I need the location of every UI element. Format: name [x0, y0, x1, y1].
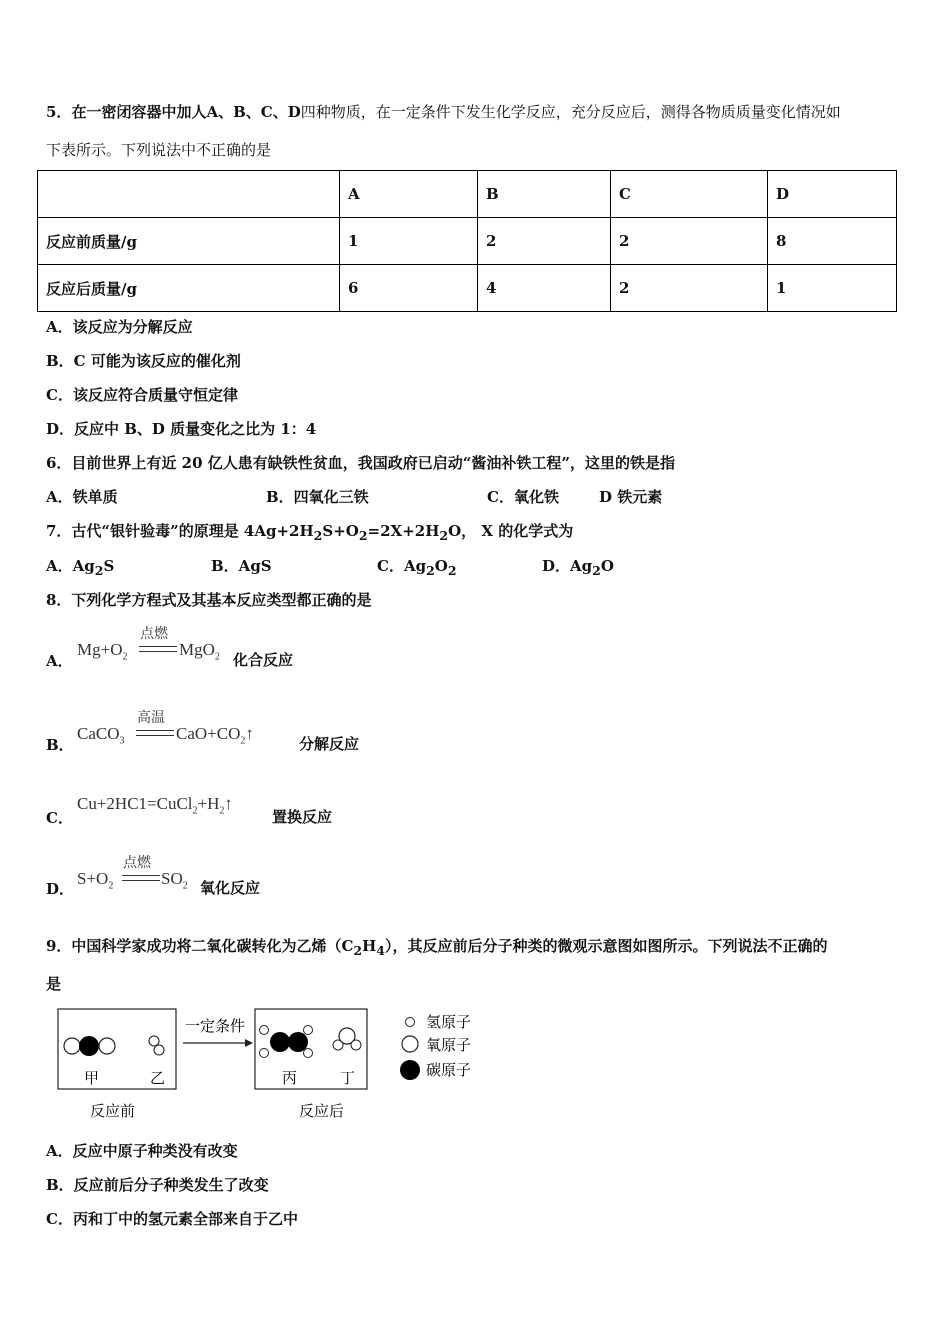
label-ding: 丁	[340, 1069, 356, 1087]
legend-oxygen: 氧原子	[426, 1036, 472, 1054]
hydrogen-atom	[351, 1040, 361, 1050]
q5-option-d: D．反应中 B、D 质量变化之比为 1：4	[46, 420, 317, 438]
q9-option-c: C．丙和丁中的氢元素全部来自于乙中	[46, 1210, 298, 1228]
q6-option-d: D 铁元素	[599, 488, 663, 506]
q8-option-d-letter: D．	[46, 880, 75, 898]
table-cell: B	[478, 171, 611, 218]
q5-stem-line1: 5．在一密闭容器中加人A、B、C、D四种物质，在一定条件下发生化学反应，充分反应后，测得各物质质量变化情况如	[46, 103, 841, 121]
q6-option-c: C．氧化铁	[487, 488, 559, 506]
q8-option-a-condition: 点燃	[140, 626, 168, 642]
legend-carbon: 碳原子	[426, 1061, 472, 1079]
table-cell: 2	[478, 218, 611, 265]
table-cell: 2	[611, 218, 768, 265]
carbon-atom	[270, 1032, 290, 1052]
q7-stem: 7．古代“银针验毒”的原理是 $4Ag+2H_2S+O_2=2X+2H_2O$， X 的化学式为	[46, 522, 574, 543]
q7-option-b: B．AgS	[211, 557, 272, 575]
table-cell: 反应前质量/g	[38, 218, 340, 265]
q5-option-c: C．该反应符合质量守恒定律	[46, 386, 238, 404]
q8-option-d-condition: 点燃	[123, 855, 151, 871]
label-jia: 甲	[84, 1069, 100, 1087]
q6-stem: 6．目前世界上有近 20 亿人患有缺铁性贫血，我国政府已启动“酱油补铁工程”，这里的铁是指	[46, 454, 676, 472]
q8-option-a-type: 化合反应	[233, 651, 294, 669]
table-cell: 4	[478, 265, 611, 312]
q8-option-b-left: CaCO$_3$	[77, 724, 125, 747]
table-cell: 8	[768, 218, 897, 265]
table-cell: 反应后质量/g	[38, 265, 340, 312]
q7-option-c: C．$Ag_2O_2$	[377, 557, 457, 578]
oxygen-atom	[99, 1038, 115, 1054]
q6-option-a: A．铁单质	[46, 488, 118, 506]
q6-option-b: B．四氧化三铁	[266, 488, 369, 506]
table-cell: A	[340, 171, 478, 218]
caption-before: 反应前	[90, 1102, 136, 1120]
hydrogen-atom	[304, 1026, 313, 1035]
reaction-diagram	[50, 1003, 490, 1125]
q8-option-d-right: $SO_2$	[161, 869, 188, 892]
q8-option-c-equation: $Cu+2HC1=CuCl_2+H_2↑$	[77, 794, 233, 817]
q8-option-a-right: MgO$_2$	[179, 640, 220, 663]
carbon-legend-icon	[400, 1060, 420, 1080]
table-cell	[38, 171, 340, 218]
hydrogen-atom	[154, 1045, 164, 1055]
q9-stem-line2: 是	[46, 975, 62, 993]
equals-bar	[122, 875, 160, 881]
hydrogen-atom	[260, 1049, 269, 1058]
q5-option-a: A．该反应为分解反应	[46, 318, 193, 336]
mass-table	[37, 170, 897, 312]
q9-option-b: B．反应前后分子种类发生了改变	[46, 1176, 269, 1194]
hydrogen-atom	[260, 1026, 269, 1035]
q5-stem-line2: 下表所示。下列说法中不正确的是	[46, 141, 272, 159]
q8-option-b-condition: 高温	[137, 710, 165, 726]
q8-option-c-letter: C．	[46, 809, 73, 827]
q8-option-b-type: 分解反应	[299, 735, 360, 753]
label-yi: 乙	[150, 1069, 166, 1087]
table-cell: 1	[768, 265, 897, 312]
q9-stem-line1: 9．中国科学家成功将二氧化碳转化为乙烯$(C_2H_4)$，其反应前后分子种类的微观示意图如图所示。下列说法不正确的	[46, 937, 828, 958]
table-cell: C	[611, 171, 768, 218]
table-row	[38, 218, 897, 265]
legend-hydrogen: 氢原子	[426, 1013, 472, 1031]
carbon-atom	[79, 1036, 99, 1056]
hydrogen-atom	[304, 1049, 313, 1058]
q8-option-b-right: $CaO+CO_2↑$	[176, 724, 254, 747]
oxygen-legend-icon	[402, 1036, 418, 1052]
q7-option-d: D．$Ag_2O$	[542, 557, 614, 578]
q7-option-a: A．$Ag_2S$	[46, 557, 115, 578]
hydrogen-atom	[149, 1036, 159, 1046]
q8-option-b-letter: B．	[46, 736, 74, 754]
q8-option-d-left: $S+O_2$	[77, 869, 114, 892]
table-row	[38, 265, 897, 312]
q8-stem: 8．下列化学方程式及其基本反应类型都正确的是	[46, 591, 372, 609]
label-bing: 丙	[282, 1069, 298, 1087]
oxygen-atom	[64, 1038, 80, 1054]
q8-option-a-letter: A．	[46, 652, 73, 670]
caption-after: 反应后	[299, 1102, 345, 1120]
equals-bar	[136, 730, 174, 736]
table-cell: 6	[340, 265, 478, 312]
q8-option-a-left: $Mg+O_2$	[77, 640, 128, 663]
table-header-row	[38, 171, 897, 218]
q8-option-d-type: 氧化反应	[200, 879, 261, 897]
equals-bar	[139, 646, 177, 652]
table-cell: D	[768, 171, 897, 218]
table-cell: 2	[611, 265, 768, 312]
q9-option-a: A．反应中原子种类没有改变	[46, 1142, 238, 1160]
q5-option-b: B．C 可能为该反应的催化剂	[46, 352, 241, 370]
hydrogen-legend-icon	[406, 1018, 415, 1027]
arrow-head-icon	[245, 1039, 253, 1047]
q8-option-c-type: 置换反应	[272, 808, 333, 826]
table-cell: 1	[340, 218, 478, 265]
arrow-label: 一定条件	[185, 1017, 246, 1035]
